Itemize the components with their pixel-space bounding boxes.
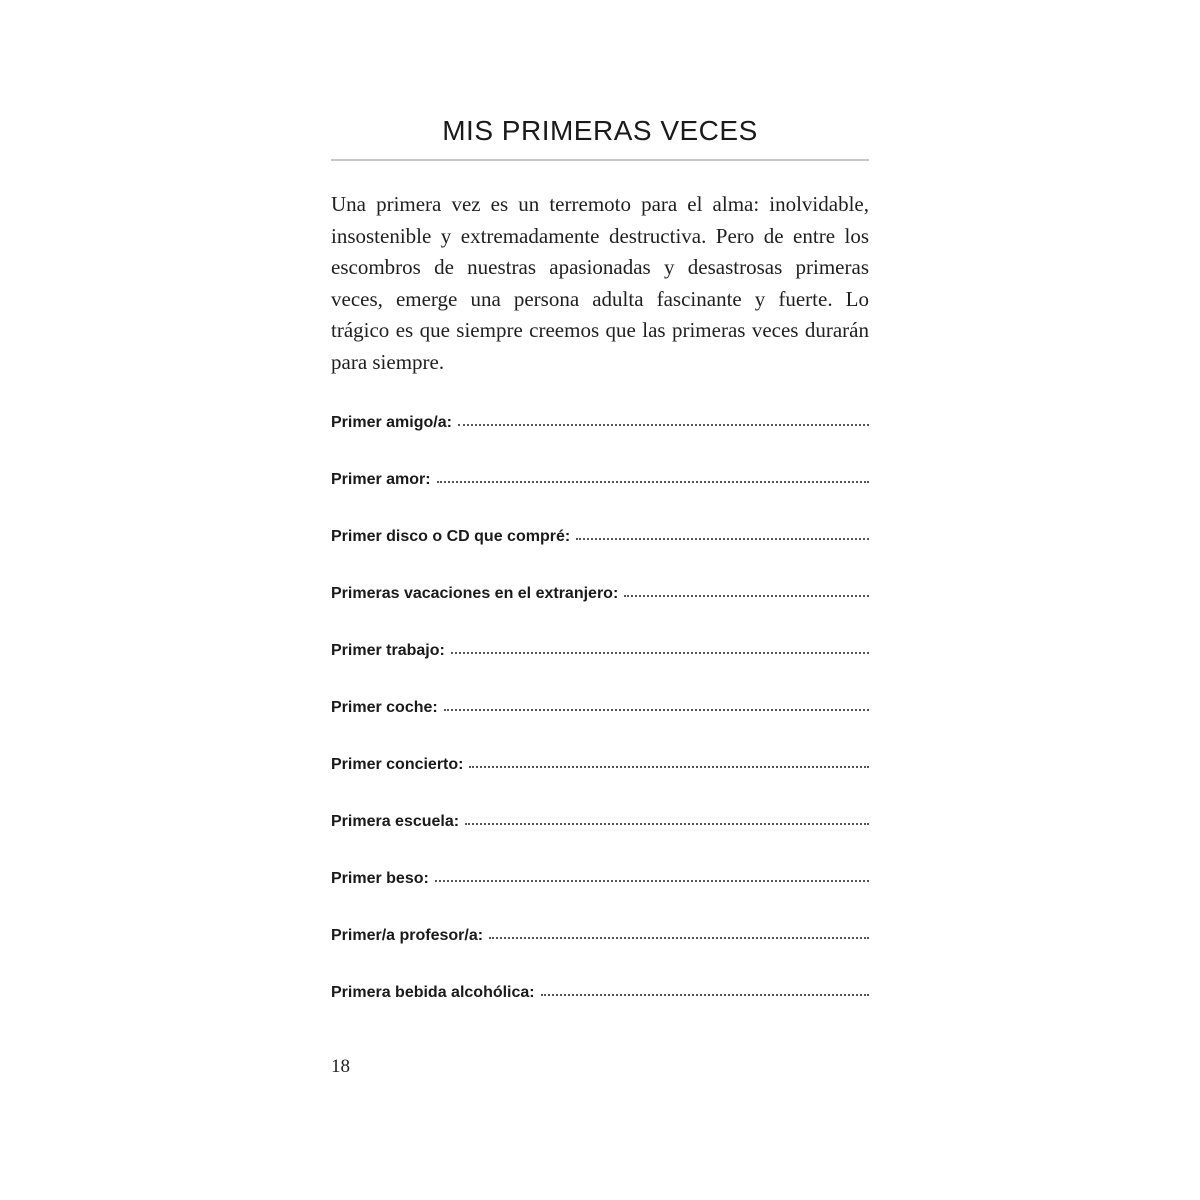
fill-in-field[interactable] (331, 642, 869, 699)
field-label: Primer coche: (331, 699, 438, 716)
fill-in-field[interactable] (331, 870, 869, 927)
fill-in-field[interactable] (331, 471, 869, 528)
title-rule (331, 159, 869, 161)
dotted-answer-line[interactable] (437, 480, 869, 483)
dotted-answer-line[interactable] (444, 708, 869, 711)
fill-in-field[interactable] (331, 927, 869, 984)
field-label: Primer amigo/a: (331, 414, 452, 431)
field-label: Primer concierto: (331, 756, 464, 773)
field-label: Primer/a profesor/a: (331, 927, 484, 944)
page-title: MIS PRIMERAS VECES (442, 115, 758, 146)
dotted-answer-line[interactable] (469, 765, 869, 768)
fill-in-field[interactable] (331, 813, 869, 870)
dotted-answer-line[interactable] (624, 594, 869, 597)
field-label: Primer trabajo: (331, 642, 445, 659)
dotted-answer-line[interactable] (435, 879, 869, 882)
fill-in-field[interactable] (331, 984, 869, 1041)
page-number: 18 (331, 1056, 350, 1077)
field-label: Primeras vacaciones en el extranjero: (331, 585, 619, 602)
dotted-answer-line[interactable] (489, 936, 869, 939)
fill-in-field[interactable] (331, 528, 869, 585)
page-content (331, 112, 869, 1041)
intro-paragraph: Una primera vez es un terremoto para el alma: inolvidable, insostenible y extremadamente destructiva. Pero de entre los escombros de nuestras apasionadas y desastrosas primeras veces, emerge una persona adulta fascinante y fuerte. Lo trágico es que siempre creemos que las primeras veces durarán para siempre. (331, 192, 869, 374)
dotted-answer-line[interactable] (576, 537, 869, 540)
dotted-answer-line[interactable] (451, 651, 869, 654)
field-label: Primer beso: (331, 870, 429, 887)
field-label: Primer disco o CD que compré: (331, 528, 571, 545)
dotted-answer-line[interactable] (458, 423, 869, 426)
field-label: Primera bebida alcohólica: (331, 984, 535, 1001)
dotted-answer-line[interactable] (465, 822, 869, 825)
dotted-answer-line[interactable] (541, 993, 869, 996)
field-label: Primera escuela: (331, 813, 460, 830)
fill-in-field[interactable] (331, 585, 869, 642)
fill-in-field[interactable] (331, 756, 869, 813)
fill-in-field[interactable] (331, 414, 869, 471)
field-label: Primer amor: (331, 471, 431, 488)
fill-in-field[interactable] (331, 699, 869, 756)
fill-in-list (331, 414, 869, 1041)
